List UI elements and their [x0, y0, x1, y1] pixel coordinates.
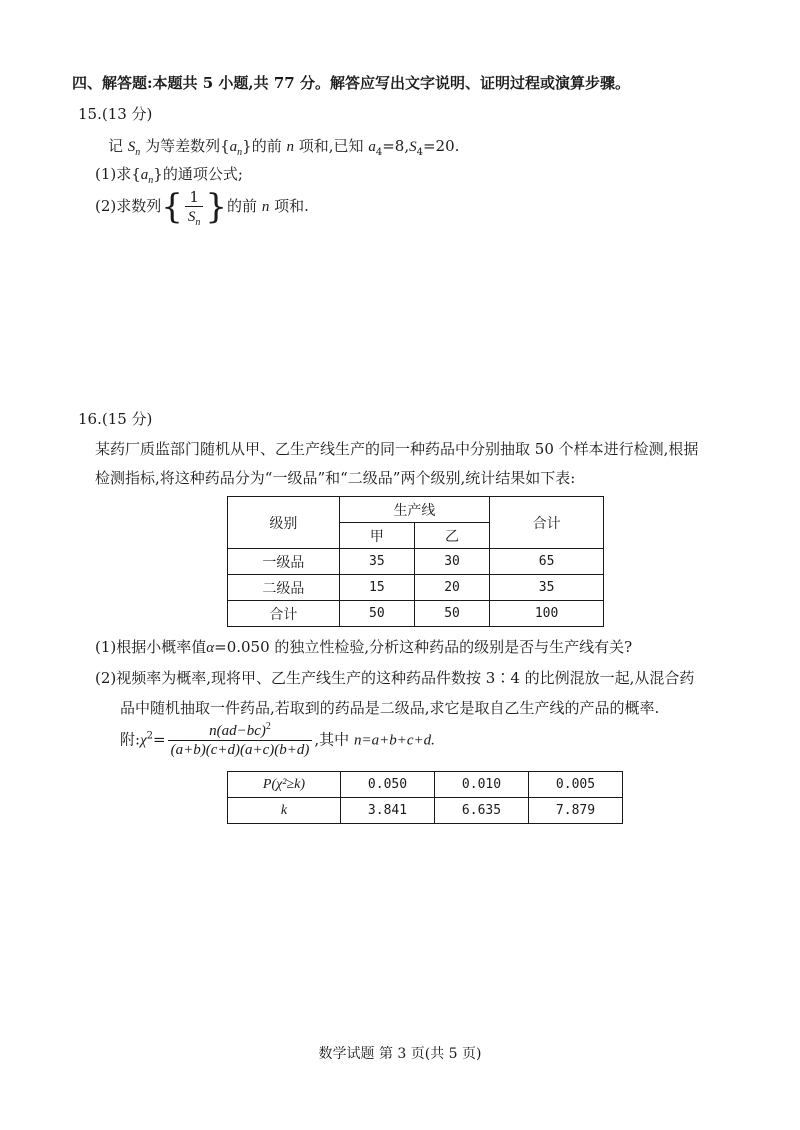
left-brace: {	[161, 187, 183, 227]
formula-denominator: (a+b)(c+d)(a+c)(b+d)	[170, 742, 310, 758]
section-heading: 四、解答题:本题共 5 小题,共 77 分。解答应写出文字说明、证明过程或演算步骤。	[72, 74, 630, 92]
table-row	[228, 798, 623, 824]
a4-subscript: 4	[375, 147, 383, 158]
q15-number: 15.(13 分)	[78, 105, 153, 123]
equals-sign: =	[153, 730, 166, 749]
seq-symbol: a	[229, 139, 238, 155]
appendix-formula	[120, 722, 435, 759]
p-label: P(χ²≥k)	[228, 772, 341, 798]
q15-part1-prefix: (1)求	[95, 165, 132, 183]
alpha-symbol: α	[206, 640, 215, 656]
row-label: 二级品	[228, 575, 340, 601]
k-value: 6.635	[435, 798, 529, 824]
header-level: 级别	[228, 497, 340, 549]
s4-symbol: S	[409, 139, 417, 155]
cell-total: 35	[490, 575, 604, 601]
q15-stem-text: 为等差数列	[145, 137, 221, 155]
q16-number: 16.(15 分)	[78, 410, 153, 428]
cond-s4: =20.	[422, 137, 460, 155]
table-row	[228, 575, 604, 601]
reciprocal-fraction	[185, 188, 204, 226]
cell-jia: 35	[339, 549, 414, 575]
q15-part2-prefix: (2)求数列	[95, 197, 162, 215]
n-var: n	[261, 199, 270, 215]
chi-symbol: χ	[140, 732, 147, 749]
q15-part2-mid: 的前	[227, 197, 258, 215]
critical-value-table	[227, 771, 623, 824]
chi-square-fraction	[168, 722, 313, 759]
cell-jia: 50	[339, 601, 414, 627]
p-value: 0.005	[529, 772, 623, 798]
header-production-line: 生产线	[339, 497, 489, 523]
seq-symbol: a	[140, 167, 149, 183]
contingency-table	[227, 496, 604, 627]
chi-exponent: 2	[146, 730, 154, 742]
k-value: 7.879	[529, 798, 623, 824]
q15-part2-suffix: 项和.	[274, 197, 309, 215]
q16-stem-line1: 某药厂质监部门随机从甲、乙生产线生产的同一种药品中分别抽取 50 个样本进行检测,根据	[95, 440, 699, 458]
q16-part1	[95, 636, 632, 657]
q15-stem: 记 $S_n$ 为等差数列$\{a_n\}$的前 n 项和,已知 $a_4=8,S_4=20$.	[108, 137, 460, 158]
cell-yi: 30	[414, 549, 489, 575]
where-text: ,其中	[314, 730, 350, 749]
formula-numerator: $n(ad-bc)^2$	[168, 722, 313, 741]
q16-part2-line1: (2)视频率为概率,现将甲、乙生产线生产的这种药品件数按 3∶4 的比例混放一起,从混合药	[95, 669, 695, 687]
sum-subscript: n	[135, 147, 141, 158]
p-value: 0.010	[435, 772, 529, 798]
table-row	[228, 601, 604, 627]
p-value: 0.050	[341, 772, 435, 798]
appendix-label: 附:	[120, 730, 141, 749]
q16-stem-line2: 检测指标,将这种药品分为“一级品”和“二级品”两个级别,统计结果如下表:	[95, 469, 576, 487]
cell-yi: 50	[414, 601, 489, 627]
q16-part2-line2: 品中随机抽取一件药品,若取到的药品是二级品,求它是取自乙生产线的产品的概率.	[120, 699, 660, 717]
header-total: 合计	[490, 497, 604, 549]
k-label: k	[228, 798, 341, 824]
cell-yi: 20	[414, 575, 489, 601]
row-label: 一级品	[228, 549, 340, 575]
k-value: 3.841	[341, 798, 435, 824]
q15-part1-suffix: 的通项公式;	[162, 165, 243, 183]
a4-symbol: a	[368, 139, 376, 155]
header-line-jia: 甲	[339, 523, 414, 549]
sum-symbol: S	[127, 139, 136, 155]
seq-subscript: n	[148, 175, 154, 186]
fraction-numerator: 1	[185, 188, 204, 207]
q16-part1-suffix: =0.050 的独立性检验,分析这种药品的级别是否与生产线有关?	[214, 638, 633, 656]
q15-part2	[95, 188, 309, 226]
cond-a4: =8,	[382, 137, 410, 155]
n-var: n	[286, 139, 294, 155]
q15-part1: (1)求$\{a_n\}$的通项公式;	[95, 165, 243, 186]
cell-jia: 15	[339, 575, 414, 601]
row-label: 合计	[228, 601, 340, 627]
table-row	[228, 772, 623, 798]
q15-stem-text: 的前	[251, 137, 282, 155]
cell-total: 100	[490, 601, 604, 627]
table-row	[228, 549, 604, 575]
fraction-denominator: $S_n$	[187, 209, 201, 228]
s4-subscript: 4	[416, 147, 423, 158]
n-definition: n=a+b+c+d.	[353, 732, 435, 749]
cell-total: 65	[490, 549, 604, 575]
q16-part1-prefix: (1)根据小概率值	[95, 638, 207, 656]
q15-stem-text: 项和,已知	[298, 137, 364, 155]
page-footer: 数学试题 第 3 页(共 5 页)	[318, 1046, 482, 1062]
q15-stem-text: 记	[108, 137, 124, 155]
header-line-yi: 乙	[414, 523, 489, 549]
seq-subscript: n	[237, 147, 243, 158]
right-brace: }	[205, 187, 228, 227]
